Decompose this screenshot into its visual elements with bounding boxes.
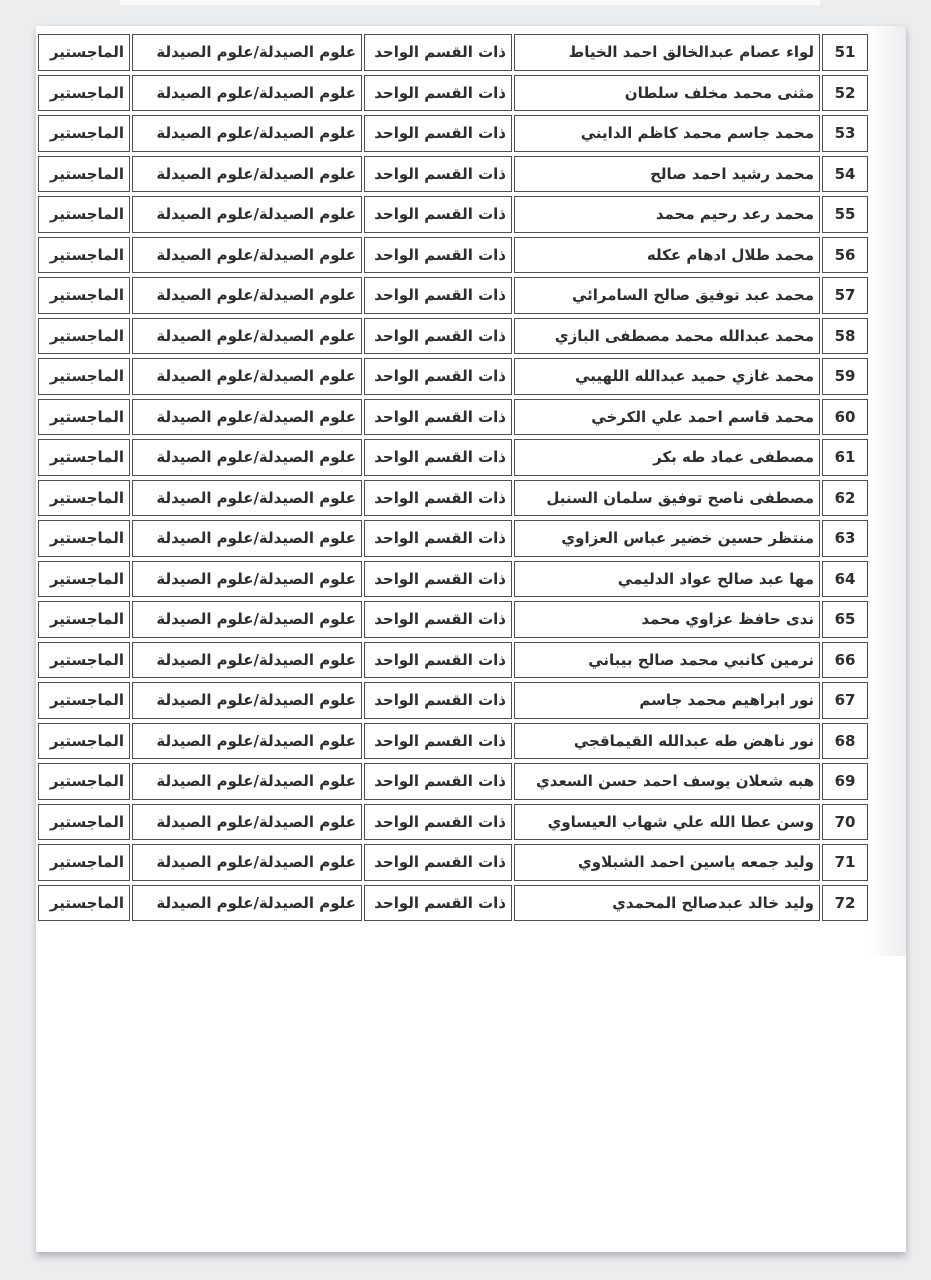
table-row	[38, 358, 868, 395]
degree-cell: الماجستير	[38, 480, 130, 517]
degree-cell: الماجستير	[38, 277, 130, 314]
degree-cell: الماجستير	[38, 34, 130, 71]
graduates-table	[36, 30, 870, 925]
section-cell: ذات القسم الواحد	[364, 723, 512, 760]
row-number-cell: 65	[822, 601, 868, 638]
section-cell: ذات القسم الواحد	[364, 682, 512, 719]
row-number-cell: 64	[822, 561, 868, 598]
table-row	[38, 561, 868, 598]
student-name-cell: لواء عصام عبدالخالق احمد الخياط	[514, 34, 820, 71]
row-number-cell: 55	[822, 196, 868, 233]
table-row	[38, 763, 868, 800]
table-row	[38, 804, 868, 841]
section-cell: ذات القسم الواحد	[364, 885, 512, 922]
row-number-cell: 62	[822, 480, 868, 517]
row-number-cell: 58	[822, 318, 868, 355]
student-name-cell: وليد خالد عبدصالح المحمدي	[514, 885, 820, 922]
table-row	[38, 196, 868, 233]
degree-cell: الماجستير	[38, 885, 130, 922]
section-cell: ذات القسم الواحد	[364, 34, 512, 71]
major-cell: علوم الصيدلة/علوم الصيدلة	[132, 156, 362, 193]
student-name-cell: مثنى محمد مخلف سلطان	[514, 75, 820, 112]
row-number-cell: 60	[822, 399, 868, 436]
table-row	[38, 885, 868, 922]
major-cell: علوم الصيدلة/علوم الصيدلة	[132, 75, 362, 112]
student-name-cell: محمد قاسم احمد علي الكرخي	[514, 399, 820, 436]
major-cell: علوم الصيدلة/علوم الصيدلة	[132, 277, 362, 314]
major-cell: علوم الصيدلة/علوم الصيدلة	[132, 601, 362, 638]
table-row	[38, 520, 868, 557]
student-name-cell: منتظر حسين خضير عباس العزاوي	[514, 520, 820, 557]
major-cell: علوم الصيدلة/علوم الصيدلة	[132, 358, 362, 395]
row-number-cell: 71	[822, 844, 868, 881]
row-number-cell: 51	[822, 34, 868, 71]
table-row	[38, 34, 868, 71]
major-cell: علوم الصيدلة/علوم الصيدلة	[132, 34, 362, 71]
section-cell: ذات القسم الواحد	[364, 642, 512, 679]
document-page	[36, 26, 906, 1252]
table-row	[38, 642, 868, 679]
student-name-cell: هبه شعلان يوسف احمد حسن السعدي	[514, 763, 820, 800]
degree-cell: الماجستير	[38, 399, 130, 436]
table-row	[38, 277, 868, 314]
major-cell: علوم الصيدلة/علوم الصيدلة	[132, 885, 362, 922]
major-cell: علوم الصيدلة/علوم الصيدلة	[132, 196, 362, 233]
table-row	[38, 115, 868, 152]
degree-cell: الماجستير	[38, 156, 130, 193]
section-cell: ذات القسم الواحد	[364, 196, 512, 233]
degree-cell: الماجستير	[38, 318, 130, 355]
table-row	[38, 480, 868, 517]
major-cell: علوم الصيدلة/علوم الصيدلة	[132, 763, 362, 800]
student-name-cell: مها عبد صالح عواد الدليمي	[514, 561, 820, 598]
degree-cell: الماجستير	[38, 237, 130, 274]
section-cell: ذات القسم الواحد	[364, 277, 512, 314]
page-shading	[868, 26, 906, 956]
section-cell: ذات القسم الواحد	[364, 601, 512, 638]
row-number-cell: 53	[822, 115, 868, 152]
section-cell: ذات القسم الواحد	[364, 439, 512, 476]
row-number-cell: 63	[822, 520, 868, 557]
table-row	[38, 844, 868, 881]
degree-cell: الماجستير	[38, 115, 130, 152]
degree-cell: الماجستير	[38, 763, 130, 800]
major-cell: علوم الصيدلة/علوم الصيدلة	[132, 561, 362, 598]
student-name-cell: محمد عبد توفيق صالح السامرائي	[514, 277, 820, 314]
major-cell: علوم الصيدلة/علوم الصيدلة	[132, 844, 362, 881]
degree-cell: الماجستير	[38, 642, 130, 679]
row-number-cell: 68	[822, 723, 868, 760]
table-row	[38, 399, 868, 436]
degree-cell: الماجستير	[38, 844, 130, 881]
row-number-cell: 52	[822, 75, 868, 112]
student-name-cell: مصطفى عماد طه بكر	[514, 439, 820, 476]
degree-cell: الماجستير	[38, 75, 130, 112]
major-cell: علوم الصيدلة/علوم الصيدلة	[132, 642, 362, 679]
degree-cell: الماجستير	[38, 196, 130, 233]
row-number-cell: 54	[822, 156, 868, 193]
degree-cell: الماجستير	[38, 439, 130, 476]
degree-cell: الماجستير	[38, 520, 130, 557]
student-name-cell: وليد جمعه ياسين احمد الشبلاوي	[514, 844, 820, 881]
degree-cell: الماجستير	[38, 358, 130, 395]
row-number-cell: 72	[822, 885, 868, 922]
degree-cell: الماجستير	[38, 682, 130, 719]
table-row	[38, 682, 868, 719]
section-cell: ذات القسم الواحد	[364, 804, 512, 841]
student-name-cell: محمد جاسم محمد كاظم الدايني	[514, 115, 820, 152]
top-edge-sliver	[120, 0, 820, 5]
section-cell: ذات القسم الواحد	[364, 763, 512, 800]
major-cell: علوم الصيدلة/علوم الصيدلة	[132, 520, 362, 557]
major-cell: علوم الصيدلة/علوم الصيدلة	[132, 399, 362, 436]
table-row	[38, 75, 868, 112]
row-number-cell: 59	[822, 358, 868, 395]
row-number-cell: 69	[822, 763, 868, 800]
major-cell: علوم الصيدلة/علوم الصيدلة	[132, 318, 362, 355]
row-number-cell: 57	[822, 277, 868, 314]
major-cell: علوم الصيدلة/علوم الصيدلة	[132, 115, 362, 152]
section-cell: ذات القسم الواحد	[364, 237, 512, 274]
table-row	[38, 601, 868, 638]
major-cell: علوم الصيدلة/علوم الصيدلة	[132, 480, 362, 517]
row-number-cell: 66	[822, 642, 868, 679]
row-number-cell: 56	[822, 237, 868, 274]
student-name-cell: نرمين كانبي محمد صالح بيباني	[514, 642, 820, 679]
section-cell: ذات القسم الواحد	[364, 520, 512, 557]
degree-cell: الماجستير	[38, 723, 130, 760]
student-name-cell: ندى حافظ عزاوي محمد	[514, 601, 820, 638]
section-cell: ذات القسم الواحد	[364, 844, 512, 881]
section-cell: ذات القسم الواحد	[364, 115, 512, 152]
section-cell: ذات القسم الواحد	[364, 399, 512, 436]
graduates-table-body	[38, 34, 868, 921]
major-cell: علوم الصيدلة/علوم الصيدلة	[132, 682, 362, 719]
major-cell: علوم الصيدلة/علوم الصيدلة	[132, 237, 362, 274]
table-row	[38, 723, 868, 760]
student-name-cell: وسن عطا الله علي شهاب العيساوي	[514, 804, 820, 841]
table-row	[38, 439, 868, 476]
table-row	[38, 318, 868, 355]
table-row	[38, 237, 868, 274]
degree-cell: الماجستير	[38, 561, 130, 598]
major-cell: علوم الصيدلة/علوم الصيدلة	[132, 439, 362, 476]
section-cell: ذات القسم الواحد	[364, 561, 512, 598]
row-number-cell: 61	[822, 439, 868, 476]
major-cell: علوم الصيدلة/علوم الصيدلة	[132, 723, 362, 760]
degree-cell: الماجستير	[38, 601, 130, 638]
major-cell: علوم الصيدلة/علوم الصيدلة	[132, 804, 362, 841]
section-cell: ذات القسم الواحد	[364, 480, 512, 517]
section-cell: ذات القسم الواحد	[364, 358, 512, 395]
student-name-cell: نور ابراهيم محمد جاسم	[514, 682, 820, 719]
section-cell: ذات القسم الواحد	[364, 318, 512, 355]
student-name-cell: محمد غازي حميد عبدالله اللهيبي	[514, 358, 820, 395]
student-name-cell: مصطفى ناصح توفيق سلمان السنبل	[514, 480, 820, 517]
section-cell: ذات القسم الواحد	[364, 156, 512, 193]
degree-cell: الماجستير	[38, 804, 130, 841]
table-row	[38, 156, 868, 193]
student-name-cell: محمد عبدالله محمد مصطفى البازي	[514, 318, 820, 355]
student-name-cell: محمد رعد رحيم محمد	[514, 196, 820, 233]
section-cell: ذات القسم الواحد	[364, 75, 512, 112]
student-name-cell: محمد رشيد احمد صالح	[514, 156, 820, 193]
row-number-cell: 67	[822, 682, 868, 719]
student-name-cell: محمد طلال ادهام عكله	[514, 237, 820, 274]
student-name-cell: نور ناهض طه عبدالله القيماقجي	[514, 723, 820, 760]
row-number-cell: 70	[822, 804, 868, 841]
